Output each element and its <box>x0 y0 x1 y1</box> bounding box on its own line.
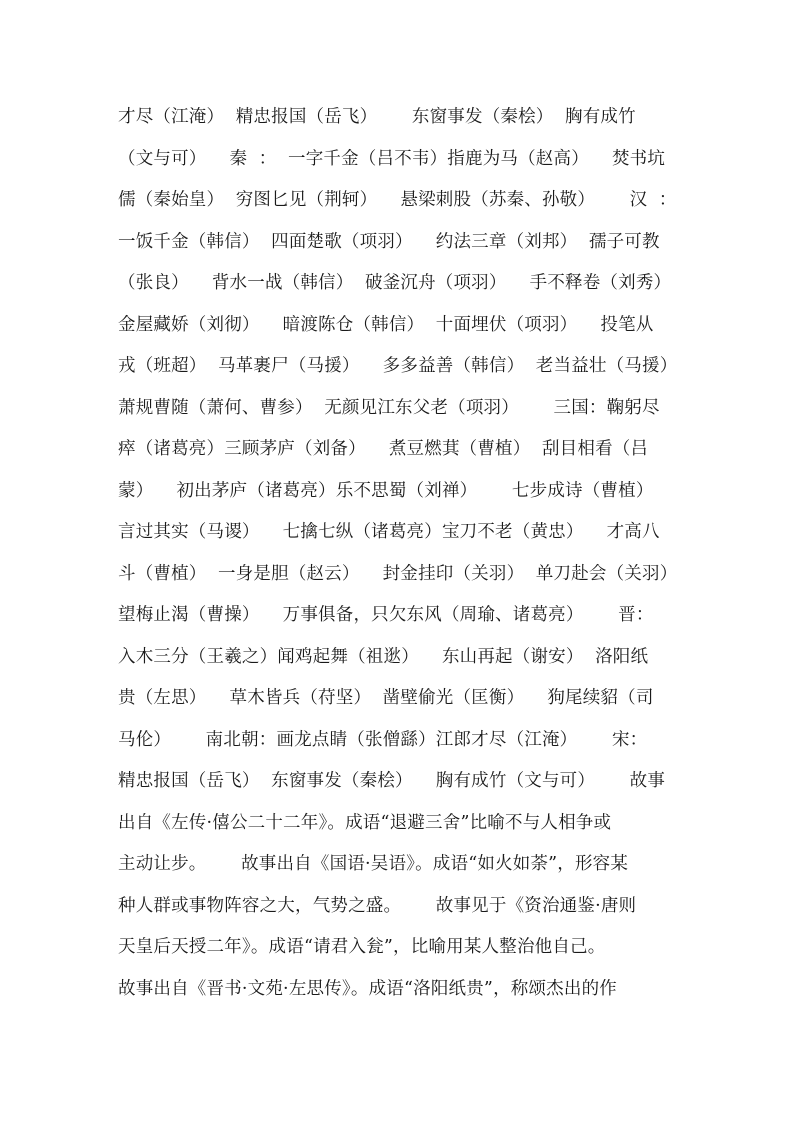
text-line: 贵（左思） 草木皆兵（苻坚） 凿壁偷光（匡衡） 狗尾续貂（司 <box>118 688 654 708</box>
text-line: 斗（曹植） 一身是胆（赵云） 封金挂印（关羽） 单刀赴会（关羽） <box>118 563 678 584</box>
text-line: 蒙） 初出茅庐（诸葛亮）乐不思蜀（刘禅） 七步成诗（曹植） <box>118 480 654 501</box>
text-line: 萧规曹随（萧何、曹参） 无颜见江东父老（项羽） 三国：鞠躬尽 <box>118 397 660 418</box>
text-line: 一饭千金（韩信） 四面楚歌（项羽） 约法三章（刘邦） 孺子可教 <box>118 231 660 252</box>
text-line: 种人群或事物阵容之大，气势之盛。 故事见于《资治通鉴·唐则 <box>118 895 637 916</box>
text-line: 主动让步。 故事出自《国语·吴语》。成语“如火如荼”，形容某 <box>118 854 629 874</box>
text-line: 才尽（江淹） 精忠报国（岳飞） 东窗事发（秦桧） 胸有成竹 <box>118 107 636 127</box>
text-line: 出自《左传·僖公二十二年》。成语“退避三舍”比喻不与人相争或 <box>118 812 612 833</box>
text-line: （张良） 背水一战（韩信） 破釜沉舟（项羽） 手不释卷（刘秀） <box>118 273 672 293</box>
text-line: 金屋藏娇（刘彻） 暗渡陈仓（韩信） 十面埋伏（项羽） 投笔从 <box>118 314 654 335</box>
text-line: 戎（班超） 马革裹尸（马援） 多多益善（韩信） 老当益壮（马援） <box>118 356 678 376</box>
text-line: 儒（秦始皇） 穷图匕见（荆轲） 悬梁刺股（苏秦、孙敬） 汉 ： <box>118 190 677 210</box>
body-text <box>118 102 698 1015</box>
text-line: 望梅止渴（曹操） 万事俱备，只欠东风（周瑜、诸葛亮） 晋： <box>118 605 654 625</box>
text-line: 入木三分（王羲之）闻鸡起舞（祖逖） 东山再起（谢安） 洛阳纸 <box>118 646 649 667</box>
text-line: 言过其实（马谡） 七擒七纵（诸葛亮）宝刀不老（黄忠） 才高八 <box>118 522 660 542</box>
text-line: 马伦） 南北朝：画龙点睛（张僧繇）江郎才尽（江淹） 宋： <box>118 729 648 750</box>
text-line: （文与可） 秦 ： 一字千金（吕不韦）指鹿为马（赵高） 焚书坑 <box>118 148 666 169</box>
text-line: 故事出自《晋书·文苑·左思传》。成语“洛阳纸贵”，称颂杰出的作 <box>118 978 617 999</box>
text-line: 瘁（诸葛亮）三顾茅庐（刘备） 煮豆燃萁（曹植） 刮目相看（吕 <box>118 439 649 459</box>
text-line: 天皇后天授二年》。成语“请君入瓮”，比喻用某人整治他自己。 <box>118 937 606 957</box>
text-line: 精忠报国（岳飞） 东窗事发（秦桧） 胸有成竹（文与可） 故事 <box>118 771 666 791</box>
